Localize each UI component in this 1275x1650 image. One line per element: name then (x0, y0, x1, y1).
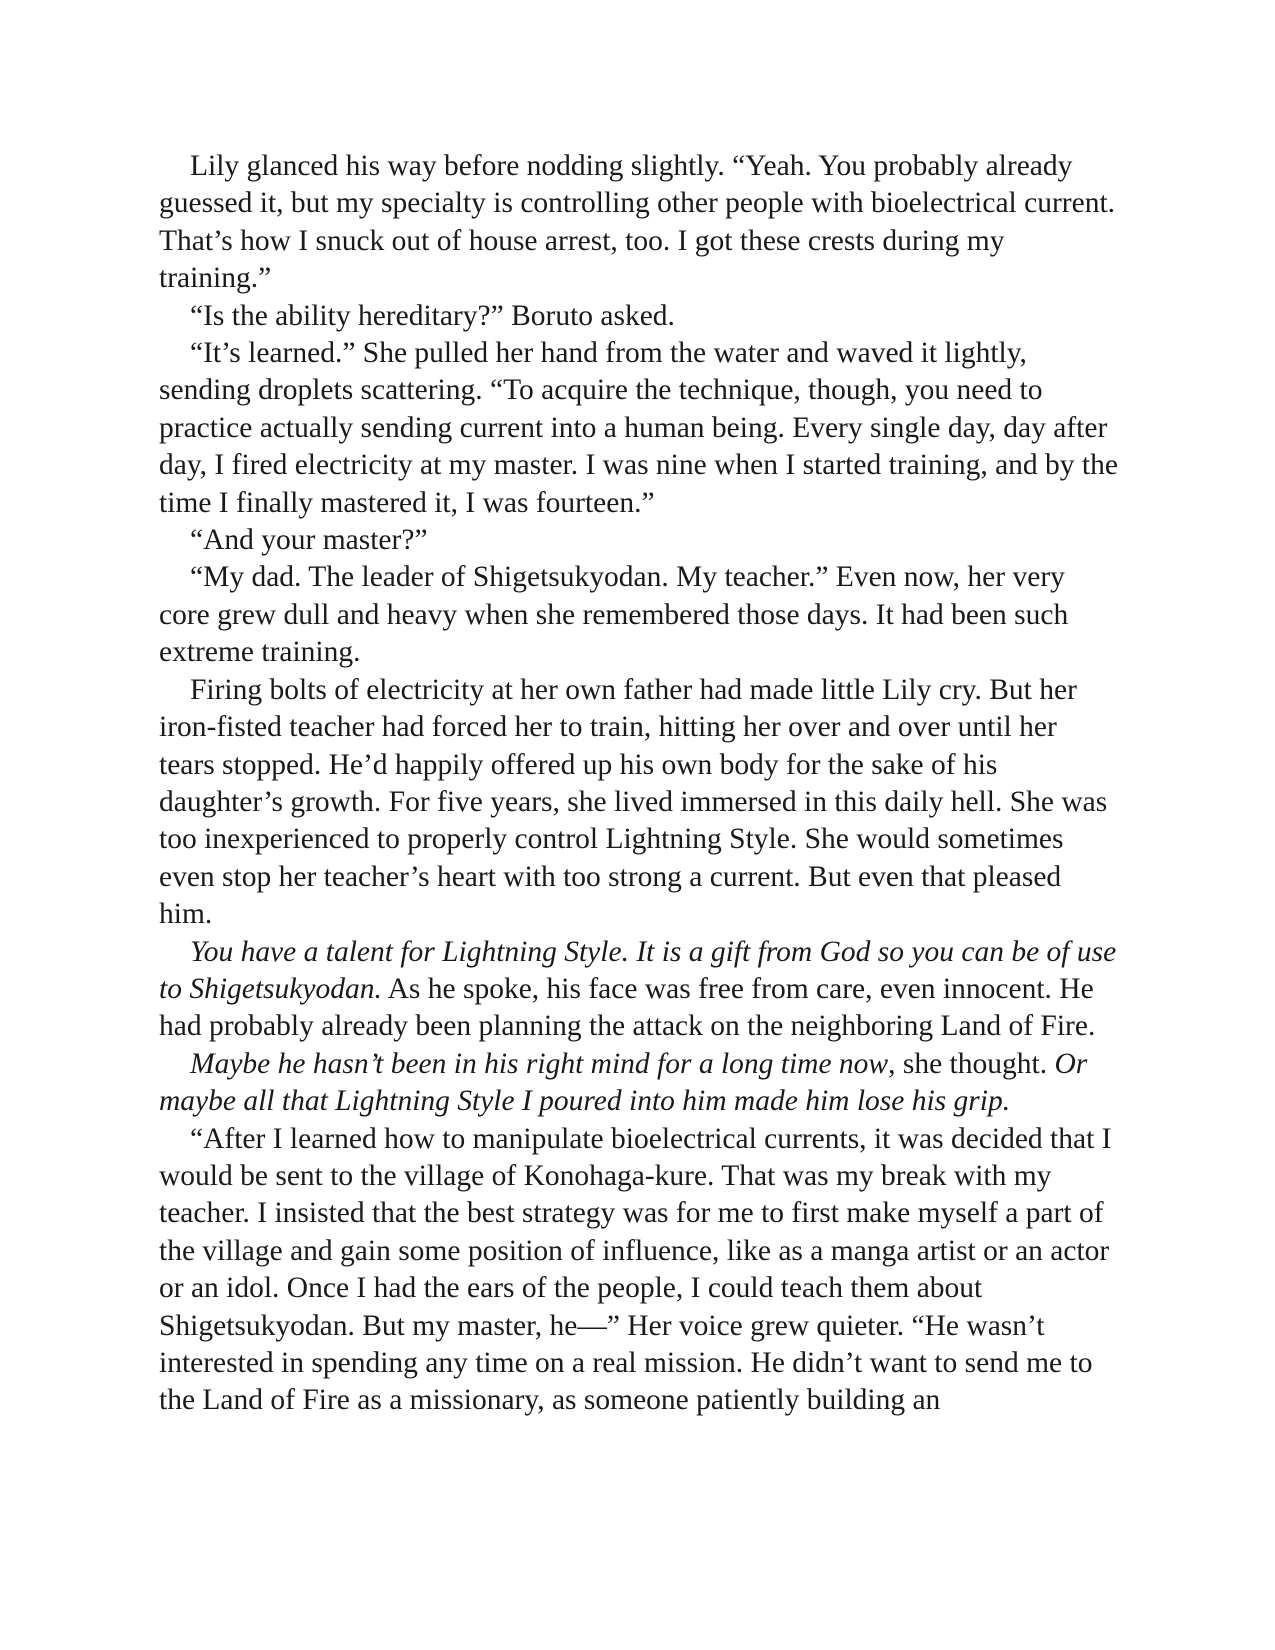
paragraph (159, 148, 1119, 298)
text-run: “And your master?” (190, 524, 428, 557)
paragraph (159, 1121, 1119, 1420)
text-run: As he spoke, his face was free from care, even innocent. He had probably already been planning the attack on the neighboring Land of Fire. (159, 972, 1096, 1043)
text-run: “After I learned how to manipulate bioelectrical currents, it was decided that I would be sent to the village of Konohaga-kure. That was my break with my teacher. I insisted that the best strategy was for me to first make myself a part of the village and gain some position of influence, like as a manga artist or an actor or an idol. Once I had the ears of the people, I could teach them about Shigetsukyodan. But my master, he—” Her voice grew quieter. “He wasn’t interested in spending any time on a real mission. He didn’t want to send me to the Land of Fire as a missionary, as someone patiently building an (159, 1122, 1112, 1417)
body-text (159, 148, 1119, 1420)
paragraph (159, 672, 1119, 934)
paragraph (159, 1046, 1119, 1121)
paragraph (159, 934, 1119, 1046)
text-run: “Is the ability hereditary?” Boruto asked. (190, 299, 675, 332)
italic-text-run: Or maybe all that Lightning Style I poured into him made him lose his grip. (159, 1047, 1088, 1118)
paragraph (159, 298, 1119, 335)
paragraph (159, 335, 1119, 522)
text-run: “It’s learned.” She pulled her hand from the water and waved it lightly, sending droplets scattering. “To acquire the technique, though, you need to practice actually sending current into a human being. Every single day, day after day, I fired electricity at my master. I was nine when I started training, and by the time I finally mastered it, I was fourteen.” (159, 337, 1118, 519)
text-run: Lily glanced his way before nodding slightly. “Yeah. You probably already guessed it, but my specialty is controlling other people with bioelectrical current. That’s how I snuck out of house arrest, too. I got these crests during my training.” (159, 150, 1116, 295)
italic-text-run: Maybe he hasn’t been in his right mind for a long time now (190, 1047, 889, 1080)
text-run: , she thought. (888, 1047, 1055, 1080)
paragraph (159, 559, 1119, 671)
paragraph (159, 522, 1119, 559)
text-run: Firing bolts of electricity at her own father had made little Lily cry. But her iron-fisted teacher had forced her to train, hitting her over and over until her tears stopped. He’d happily offered up his own body for the sake of his daughter’s growth. For five years, she lived immersed in this daily hell. She was too inexperienced to properly control Lightning Style. She would sometimes even stop her teacher’s heart with too strong a current. But even that pleased him. (159, 673, 1108, 931)
italic-text-run: You have a talent for Lightning Style. It is a gift from God so you can be of use to Shigetsukyodan. (159, 935, 1117, 1005)
text-run: “My dad. The leader of Shigetsukyodan. My teacher.” Even now, her very core grew dull and heavy when she remembered those days. It had been such extreme training. (159, 561, 1069, 669)
